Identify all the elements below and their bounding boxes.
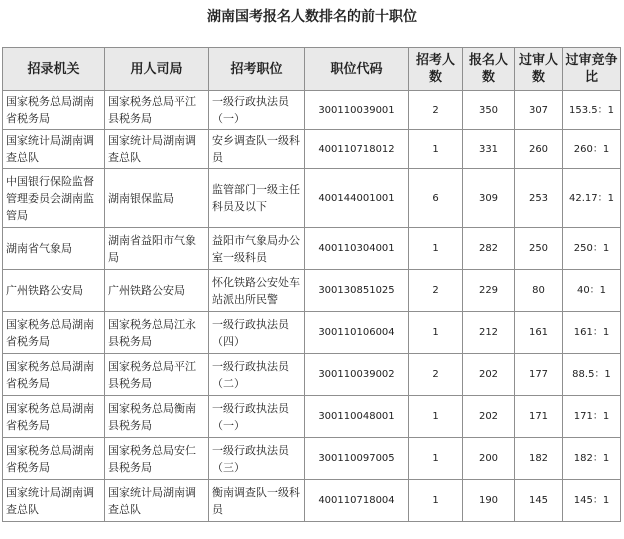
cell-bureau: 国家税务总局安仁县税务局 <box>105 438 209 480</box>
cell-recruit: 1 <box>409 228 463 270</box>
cell-bureau: 国家税务总局江永县税务局 <box>105 312 209 354</box>
cell-position: 一级行政执法员（一） <box>209 396 305 438</box>
cell-recruit: 1 <box>409 438 463 480</box>
cell-bureau: 国家税务总局平江县税务局 <box>105 91 209 130</box>
cell-passed: 182 <box>515 438 563 480</box>
cell-ratio: 40：1 <box>563 270 621 312</box>
cell-position: 怀化铁路公安处车站派出所民警 <box>209 270 305 312</box>
cell-applicants: 350 <box>463 91 515 130</box>
cell-code: 400144001001 <box>305 169 409 228</box>
cell-position: 益阳市气象局办公室一级科员 <box>209 228 305 270</box>
cell-position: 衡南调查队一级科员 <box>209 480 305 522</box>
cell-agency: 中国银行保险监督管理委员会湖南监管局 <box>3 169 105 228</box>
cell-ratio: 182：1 <box>563 438 621 480</box>
cell-bureau: 湖南省益阳市气象局 <box>105 228 209 270</box>
cell-position: 一级行政执法员（三） <box>209 438 305 480</box>
cell-recruit: 2 <box>409 91 463 130</box>
cell-applicants: 202 <box>463 354 515 396</box>
table-row <box>3 169 621 228</box>
cell-code: 300110039002 <box>305 354 409 396</box>
cell-recruit: 6 <box>409 169 463 228</box>
cell-code: 300110048001 <box>305 396 409 438</box>
cell-applicants: 190 <box>463 480 515 522</box>
cell-code: 400110718004 <box>305 480 409 522</box>
cell-passed: 307 <box>515 91 563 130</box>
cell-agency: 国家税务总局湖南省税务局 <box>3 438 105 480</box>
cell-applicants: 202 <box>463 396 515 438</box>
cell-agency: 国家税务总局湖南省税务局 <box>3 396 105 438</box>
table-row <box>3 312 621 354</box>
ranking-table <box>2 47 621 522</box>
cell-position: 一级行政执法员（二） <box>209 354 305 396</box>
cell-applicants: 200 <box>463 438 515 480</box>
cell-bureau: 国家统计局湖南调查总队 <box>105 130 209 169</box>
cell-passed: 260 <box>515 130 563 169</box>
cell-agency: 国家税务总局湖南省税务局 <box>3 91 105 130</box>
cell-bureau: 国家统计局湖南调查总队 <box>105 480 209 522</box>
cell-ratio: 161：1 <box>563 312 621 354</box>
cell-passed: 177 <box>515 354 563 396</box>
header-row <box>3 48 621 91</box>
cell-recruit: 1 <box>409 480 463 522</box>
cell-ratio: 153.5：1 <box>563 91 621 130</box>
cell-bureau: 国家税务总局衡南县税务局 <box>105 396 209 438</box>
header-agency: 招录机关 <box>3 48 105 91</box>
cell-code: 300110097005 <box>305 438 409 480</box>
cell-agency: 湖南省气象局 <box>3 228 105 270</box>
cell-recruit: 1 <box>409 312 463 354</box>
header-position: 招考职位 <box>209 48 305 91</box>
cell-ratio: 260：1 <box>563 130 621 169</box>
header-ratio: 过审竞争比 <box>563 48 621 91</box>
cell-bureau: 湖南银保监局 <box>105 169 209 228</box>
cell-ratio: 171：1 <box>563 396 621 438</box>
cell-code: 400110718012 <box>305 130 409 169</box>
cell-position: 安乡调查队一级科员 <box>209 130 305 169</box>
cell-ratio: 145：1 <box>563 480 621 522</box>
header-bureau: 用人司局 <box>105 48 209 91</box>
cell-agency: 国家税务总局湖南省税务局 <box>3 312 105 354</box>
cell-passed: 80 <box>515 270 563 312</box>
cell-applicants: 229 <box>463 270 515 312</box>
table-body <box>3 91 621 522</box>
cell-code: 300110106004 <box>305 312 409 354</box>
table-row <box>3 228 621 270</box>
cell-passed: 161 <box>515 312 563 354</box>
cell-ratio: 42.17：1 <box>563 169 621 228</box>
cell-recruit: 1 <box>409 396 463 438</box>
cell-agency: 国家统计局湖南调查总队 <box>3 480 105 522</box>
cell-applicants: 309 <box>463 169 515 228</box>
cell-passed: 145 <box>515 480 563 522</box>
cell-agency: 国家税务总局湖南省税务局 <box>3 354 105 396</box>
header-passed: 过审人数 <box>515 48 563 91</box>
cell-applicants: 282 <box>463 228 515 270</box>
cell-position: 一级行政执法员（一） <box>209 91 305 130</box>
table-header <box>3 48 621 91</box>
page-title: 湖南国考报名人数排名的前十职位 <box>207 9 417 25</box>
cell-code: 300110039001 <box>305 91 409 130</box>
cell-ratio: 250：1 <box>563 228 621 270</box>
table-row <box>3 354 621 396</box>
cell-applicants: 331 <box>463 130 515 169</box>
table-row <box>3 438 621 480</box>
cell-position: 一级行政执法员（四） <box>209 312 305 354</box>
header-applicants: 报名人数 <box>463 48 515 91</box>
cell-recruit: 2 <box>409 270 463 312</box>
cell-passed: 250 <box>515 228 563 270</box>
table-row <box>3 130 621 169</box>
cell-code: 400110304001 <box>305 228 409 270</box>
cell-recruit: 1 <box>409 130 463 169</box>
header-recruit: 招考人数 <box>409 48 463 91</box>
cell-bureau: 广州铁路公安局 <box>105 270 209 312</box>
table-row <box>3 270 621 312</box>
table-row <box>3 480 621 522</box>
cell-code: 300130851025 <box>305 270 409 312</box>
cell-applicants: 212 <box>463 312 515 354</box>
table-row <box>3 91 621 130</box>
cell-agency: 广州铁路公安局 <box>3 270 105 312</box>
cell-recruit: 2 <box>409 354 463 396</box>
cell-position: 监管部门一级主任科员及以下 <box>209 169 305 228</box>
cell-ratio: 88.5：1 <box>563 354 621 396</box>
cell-passed: 171 <box>515 396 563 438</box>
cell-agency: 国家统计局湖南调查总队 <box>3 130 105 169</box>
cell-passed: 253 <box>515 169 563 228</box>
header-code: 职位代码 <box>305 48 409 91</box>
cell-bureau: 国家税务总局平江县税务局 <box>105 354 209 396</box>
table-row <box>3 396 621 438</box>
